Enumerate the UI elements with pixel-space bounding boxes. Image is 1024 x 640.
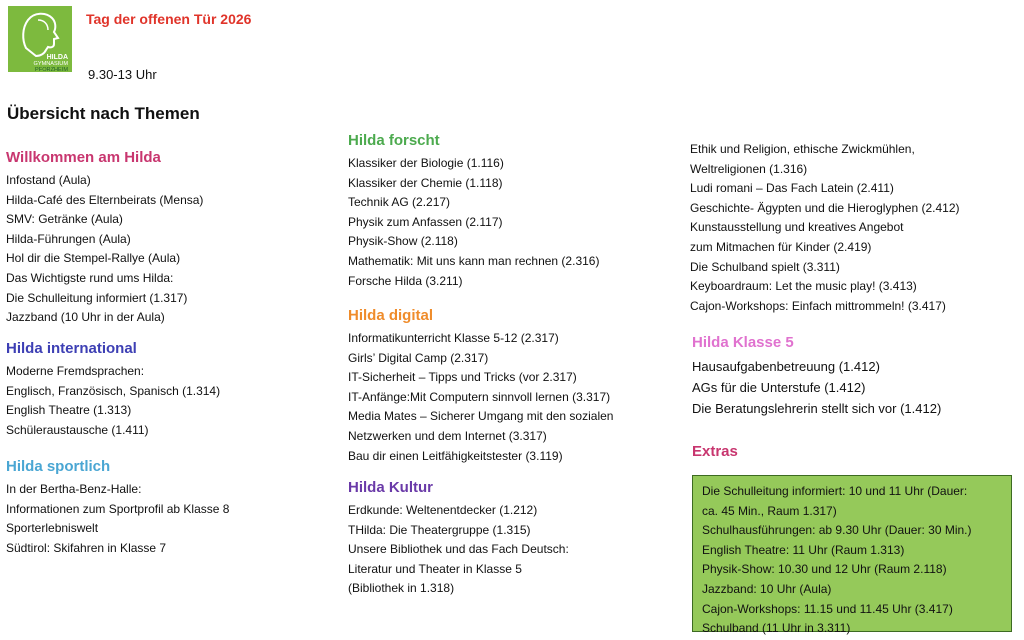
- section-willkommen: [6, 148, 203, 328]
- section-title: Hilda digital: [348, 307, 434, 324]
- list-item: IT-Sicherheit – Tipps und Tricks (vor 2.317): [348, 370, 577, 385]
- list-item: (Bibliothek in 1.318): [348, 581, 455, 596]
- overview-title: Übersicht nach Themen: [7, 104, 200, 123]
- list-item: Kunstausstellung und kreatives Angebot: [690, 220, 904, 235]
- list-item: Moderne Fremdsprachen:: [6, 364, 145, 378]
- extras-box: [692, 475, 1012, 636]
- list-item: Englisch, Französisch, Spanisch (1.314): [6, 383, 221, 398]
- list-item: English Theatre (1.313): [6, 403, 132, 418]
- list-item: Die Schulleitung informiert: 10 und 11 Uhr (Dauer:: [702, 484, 968, 498]
- section-sportlich: [6, 457, 229, 558]
- section-extras: [692, 442, 738, 465]
- head-silhouette-icon: [8, 6, 72, 72]
- list-item: Hilda-Führungen (Aula): [6, 231, 131, 246]
- section-title: Hilda Klasse 5: [692, 334, 794, 351]
- section-title: Hilda Kultur: [348, 479, 433, 496]
- list-item: Forsche Hilda (3.211): [348, 273, 463, 288]
- list-item: Hausaufgabenbetreuung (1.412): [692, 359, 880, 374]
- list-item: Media Mates – Sicherer Umgang mit den sozialen: [348, 409, 614, 424]
- list-item: THilda: Die Theatergruppe (1.315): [348, 522, 531, 537]
- list-item: Informatikunterricht Klasse 5-12 (2.317): [348, 331, 559, 345]
- list-item: Hilda-Café des Elternbeirats (Mensa): [6, 192, 204, 207]
- list-item: Schüleraustausche (1.411): [6, 422, 149, 437]
- section-title: Hilda forscht: [348, 132, 440, 149]
- list-item: Südtirol: Skifahren in Klasse 7: [6, 540, 167, 555]
- list-item: Cajon-Workshops: Einfach mittrommeln! (3.417): [690, 298, 946, 313]
- list-item: Die Schulband spielt (3.311): [690, 259, 840, 274]
- list-item: Girls’ Digital Camp (2.317): [348, 350, 489, 365]
- logo-line-1: HILDA: [46, 54, 68, 61]
- list-item: Bau dir einen Leitfähigkeitstester (3.119): [348, 448, 563, 463]
- section-title: Willkommen am Hilda: [6, 149, 161, 166]
- list-item: Mathematik: Mit uns kann man rechnen (2.316): [348, 253, 600, 268]
- list-item: Unsere Bibliothek und das Fach Deutsch:: [348, 542, 569, 557]
- list-item: AGs für die Unterstufe (1.412): [692, 380, 866, 395]
- list-item: IT-Anfänge:Mit Computern sinnvoll lernen (3.317): [348, 389, 611, 404]
- list-item: Physik zum Anfassen (2.117): [348, 214, 503, 229]
- logo-line-3: PFORZHEIM: [35, 67, 68, 72]
- list-item: Ethik und Religion, ethische Zwickmühlen,: [690, 142, 915, 156]
- list-item: Physik-Show (2.118): [348, 234, 458, 249]
- list-item: Jazzband: 10 Uhr (Aula): [702, 581, 832, 596]
- section-title: Hilda sportlich: [6, 458, 111, 475]
- list-item: Geschichte- Ägypten und die Hieroglyphen (2.412): [690, 200, 960, 215]
- section-klasse5: [692, 333, 941, 419]
- list-item: Cajon-Workshops: 11.15 und 11.45 Uhr (3.417): [702, 601, 953, 616]
- section-title: Hilda international: [6, 340, 137, 357]
- list-item: Informationen zum Sportprofil ab Klasse 8: [6, 501, 230, 516]
- list-item: Ludi romani – Das Fach Latein (2.411): [690, 181, 894, 196]
- list-item: Keyboardraum: Let the music play! (3.413): [690, 279, 917, 294]
- list-item: Erdkunde: Weltenentdecker (1.212): [348, 503, 538, 517]
- list-item: In der Bertha-Benz-Halle:: [6, 482, 142, 496]
- event-time: 9.30-13 Uhr: [88, 67, 157, 82]
- section-international: [6, 339, 220, 440]
- logo-line-2: GYMNASIUM: [33, 61, 68, 67]
- list-item: ca. 45 Min., Raum 1.317): [702, 503, 837, 518]
- list-item: zum Mitmachen für Kinder (2.419): [690, 239, 872, 254]
- list-item: SMV: Getränke (Aula): [6, 212, 123, 227]
- list-item: Literatur und Theater in Klasse 5: [348, 561, 522, 576]
- section-digital: [348, 306, 613, 466]
- list-item: Technik AG (2.217): [348, 195, 451, 210]
- list-item: Hol dir die Stempel-Rallye (Aula): [6, 251, 181, 266]
- list-item: Infostand (Aula): [6, 173, 91, 187]
- list-item: Weltreligionen (1.316): [690, 161, 808, 176]
- section-misc: [690, 140, 960, 316]
- list-item: English Theatre: 11 Uhr (Raum 1.313): [702, 542, 905, 557]
- list-item: Sporterlebniswelt: [6, 521, 99, 536]
- list-item: Jazzband (10 Uhr in der Aula): [6, 310, 165, 325]
- list-item: Klassiker der Chemie (1.118): [348, 175, 503, 190]
- list-item: Schulhausführungen: ab 9.30 Uhr (Dauer: 30 Min.): [702, 523, 972, 538]
- list-item: Die Beratungslehrerin stellt sich vor (1.412): [692, 401, 942, 416]
- list-item: Klassiker der Biologie (1.116): [348, 156, 504, 170]
- section-title: Extras: [692, 443, 738, 460]
- list-item: Netzwerken und dem Internet (3.317): [348, 428, 547, 443]
- section-kultur: [348, 478, 569, 599]
- list-item: Schulband (11 Uhr in 3.311): [702, 621, 851, 636]
- list-item: Physik-Show: 10.30 und 12 Uhr (Raum 2.118): [702, 562, 947, 577]
- list-item: Das Wichtigste rund ums Hilda:: [6, 270, 174, 285]
- section-forscht: [348, 131, 599, 291]
- school-logo: [8, 6, 72, 72]
- list-item: Die Schulleitung informiert (1.317): [6, 290, 188, 305]
- event-title: Tag der offenen Tür 2026: [86, 11, 252, 27]
